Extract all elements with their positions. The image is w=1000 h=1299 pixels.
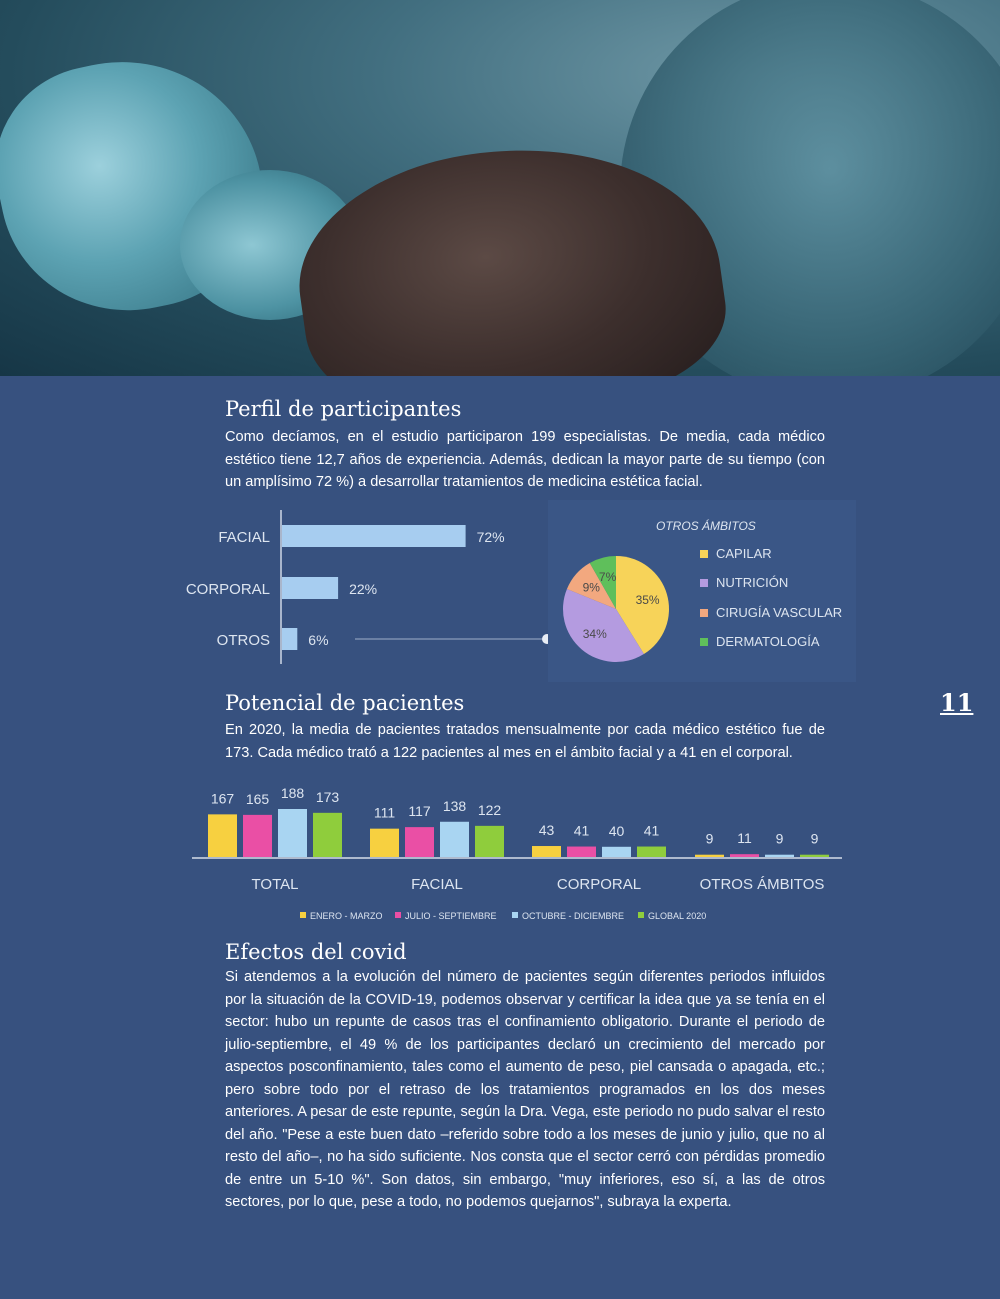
pie-legend-label: DERMATOLOGÍA xyxy=(716,634,820,649)
pie-title: OTROS ÁMBITOS xyxy=(656,519,756,533)
vbar-value-label: 9 xyxy=(810,830,819,847)
hbar-value-label: 72% xyxy=(476,529,505,545)
vbar-value-label: 11 xyxy=(737,830,752,847)
vbar-bar xyxy=(313,813,342,857)
vbar-bar xyxy=(532,846,561,857)
vbar-bar xyxy=(208,814,237,857)
hbar-bar xyxy=(282,577,338,599)
hbar-bar xyxy=(282,628,297,650)
hero-photo xyxy=(0,0,1000,376)
vbar-bar xyxy=(637,847,666,857)
vbar-legend-swatch xyxy=(395,912,401,918)
vbar-bar xyxy=(695,855,724,857)
hbar-value-label: 22% xyxy=(349,581,378,597)
page-number: 11 xyxy=(940,688,974,717)
pie-legend-label: CAPILAR xyxy=(716,546,772,561)
grouped-bar-chart xyxy=(190,770,850,930)
section-title-perfil: Perfil de participantes xyxy=(225,397,462,421)
vbar-bar xyxy=(567,847,596,857)
pie-slice-label: 9% xyxy=(582,580,600,595)
vbar-category-label: OTROS ÁMBITOS xyxy=(699,876,825,893)
vbar-value-label: 9 xyxy=(775,830,784,847)
vbar-bar xyxy=(730,854,759,857)
pie-legend-swatch xyxy=(700,579,708,587)
vbar-value-label: 167 xyxy=(210,790,235,807)
horizontal-bar-chart xyxy=(170,500,550,675)
vbar-value-label: 43 xyxy=(538,822,555,839)
vbar-legend-swatch xyxy=(512,912,518,918)
section-body-covid: Si atendemos a la evolución del número de pacientes según diferentes periodos influidos por la situación de la COVID-19, podemos observar y certificar la idea que ya se tenía en el sector: hubo un repunte de casos tras el confinamiento obligatorio. Durante el periodo de julio-septiembre, el 49 % de los participantes declaró un crecimiento del mercado por aspectos posconfinamiento, tales como el aumento de peso, piel cansada o apagada, etc.; pero sobre todo por el retraso de los tratamientos programados en los dos meses anteriores. A pesar de este repunte, según la Dra. Vega, este periodo no pudo salvar el resto del año. "Pese a este buen dato –referido sobre todo a los meses de junio y julio, que no al resto del año–, no ha sido suficiente. Nos consta que el sector cerró con pérdidas promedio de entre un 5-10 %". Son datos, sin embargo, "muy inferiores, eso sí, a las de otros sectores, por lo que, pese a todo, no podemos quejarnos", subraya la experta. xyxy=(225,969,825,1210)
pie-legend-swatch xyxy=(700,550,708,558)
vbar-bar xyxy=(370,829,399,857)
pie-slice-label: 34% xyxy=(582,627,607,642)
hbar-category-label: CORPORAL xyxy=(185,581,270,598)
vbar-bar xyxy=(602,847,631,857)
pie-legend-label: CIRUGÍA VASCULAR xyxy=(716,605,843,620)
vbar-value-label: 188 xyxy=(280,785,305,801)
vbar-value-label: 41 xyxy=(643,822,660,839)
section-body-potencial: En 2020, la media de pacientes tratados mensualmente por cada médico estético fue de 173. Cada médico trató a 122 pacientes al mes en el ámbito facial y a 41 en el corporal. xyxy=(225,722,825,761)
section-title-potencial: Potencial de pacientes xyxy=(225,691,465,715)
vbar-value-label: 9 xyxy=(705,830,714,847)
vbar-category-label: CORPORAL xyxy=(556,876,642,893)
hbar-value-label: 6% xyxy=(308,632,329,648)
vbar-bar xyxy=(475,826,504,857)
vbar-legend-label: JULIO - SEPTIEMBRE xyxy=(405,911,497,921)
hbar-category-label: OTROS xyxy=(216,632,270,649)
hbar-bar xyxy=(282,525,466,547)
vbar-bar xyxy=(800,855,829,857)
vbar-category-label: TOTAL xyxy=(251,876,299,893)
vbar-value-label: 138 xyxy=(442,797,467,814)
vbar-value-label: 40 xyxy=(608,822,625,839)
vbar-value-label: 111 xyxy=(373,804,396,821)
vbar-legend-label: GLOBAL 2020 xyxy=(648,911,707,921)
vbar-bar xyxy=(440,822,469,857)
vbar-legend-swatch xyxy=(638,912,644,918)
vbar-bar xyxy=(278,809,307,857)
vbar-legend-swatch xyxy=(300,912,306,918)
vbar-legend-label: OCTUBRE - DICIEMBRE xyxy=(522,911,625,921)
vbar-bar xyxy=(765,855,794,857)
vbar-value-label: 173 xyxy=(315,788,340,805)
section-body-perfil: Como decíamos, en el estudio participaron 199 especialistas. De media, cada médico estético tiene 12,7 años de experiencia. Además, dedican la mayor parte de su tiempo (con un amplísimo 72 %) a desarrollar tratamientos de medicina estética facial. xyxy=(225,429,825,490)
vbar-bar xyxy=(243,815,272,857)
pie-slice-label: 35% xyxy=(635,593,660,608)
vbar-category-label: FACIAL xyxy=(411,876,463,893)
pie-slice-label: 7% xyxy=(598,570,617,585)
vbar-value-label: 117 xyxy=(408,803,431,820)
vbar-legend-label: ENERO - MARZO xyxy=(310,911,383,921)
section-title-covid: Efectos del covid xyxy=(225,940,407,964)
hbar-category-label: FACIAL xyxy=(218,529,270,546)
vbar-bar xyxy=(405,827,434,857)
pie-legend-swatch xyxy=(700,638,708,646)
vbar-value-label: 41 xyxy=(573,822,590,839)
pie-legend-swatch xyxy=(700,609,708,617)
vbar-value-label: 122 xyxy=(477,801,502,818)
pie-chart-otros-ambitos xyxy=(548,500,856,682)
pie-legend-label: NUTRICIÓN xyxy=(716,575,789,590)
vbar-value-label: 165 xyxy=(245,790,270,807)
